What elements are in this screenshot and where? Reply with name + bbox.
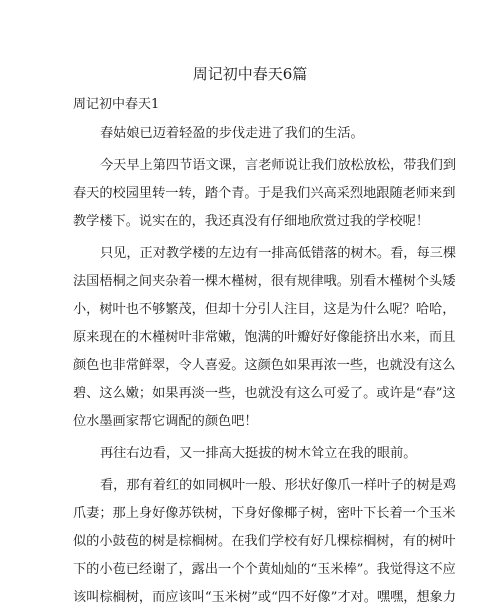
section-subtitle: 周记初中春天1	[73, 97, 160, 112]
paragraph-line: 再往右边看，又一排高大挺拔的树木耸立在我的眼前。	[100, 446, 417, 461]
paragraph-line: 春天的校园里转一转，踏个青。于是我们兴高采烈地跟随老师来到	[73, 186, 456, 201]
paragraph-line: 今天早上第四节语文课，言老师说让我们放松放松，带我们到	[100, 158, 457, 173]
paragraph-line: 爪妻；那上身好像苏铁树，下身好像椰子树，密叶下长着一个玉米	[73, 506, 456, 521]
document-title: 周记初中春天6篇	[192, 65, 308, 83]
paragraph-line: 颜色也非常鲜翠，令人喜爱。这颜色如果再浓一些，也就没有这么	[73, 358, 456, 373]
paragraph-line: 法国梧桐之间夹杂着一棵木槿树，很有规律哦。别看木槿树个头矮	[73, 274, 456, 289]
paragraph-line: 原来现在的木槿树叶非常嫩，饱满的叶瓣好好像能挤出水来，而且	[73, 330, 456, 345]
paragraph-line: 春姑娘已迈着轻盈的步伐走进了我们的生活。	[100, 126, 364, 141]
paragraph-line: 小，树叶也不够繁茂，但却十分引人注目，这是为什么呢？哈哈，	[73, 302, 456, 317]
paragraph-line: 似的小鼓苞的树是棕榈树。在我们学校有好几棵棕榈树，有的树叶	[73, 534, 456, 549]
paragraph-line: 只见，正对教学楼的左边有一排高低错落的树木。看，每三棵	[100, 246, 457, 261]
paragraph-line: 位水墨画家帮它调配的颜色吧！	[73, 414, 258, 429]
paragraph-line: 该叫棕榈树，而应该叫“玉米树”或“四不好像”才对。嘿嘿，想象力	[73, 590, 457, 605]
paragraph-line: 看，那有着红的如同枫叶一般、形状好像爪一样叶子的树是鸡	[100, 478, 457, 493]
paragraph-line: 下的小苞已经谢了，露出一个个黄灿灿的“玉米棒”。我觉得这不应	[73, 562, 456, 577]
paragraph-line: 教学楼下。说实在的，我还真没有仔细地欣赏过我的学校呢！	[73, 214, 430, 229]
paragraph-line: 碧、这么嫩；如果再淡一些，也就没有这么可爱了。或许是“春”这	[73, 386, 456, 401]
